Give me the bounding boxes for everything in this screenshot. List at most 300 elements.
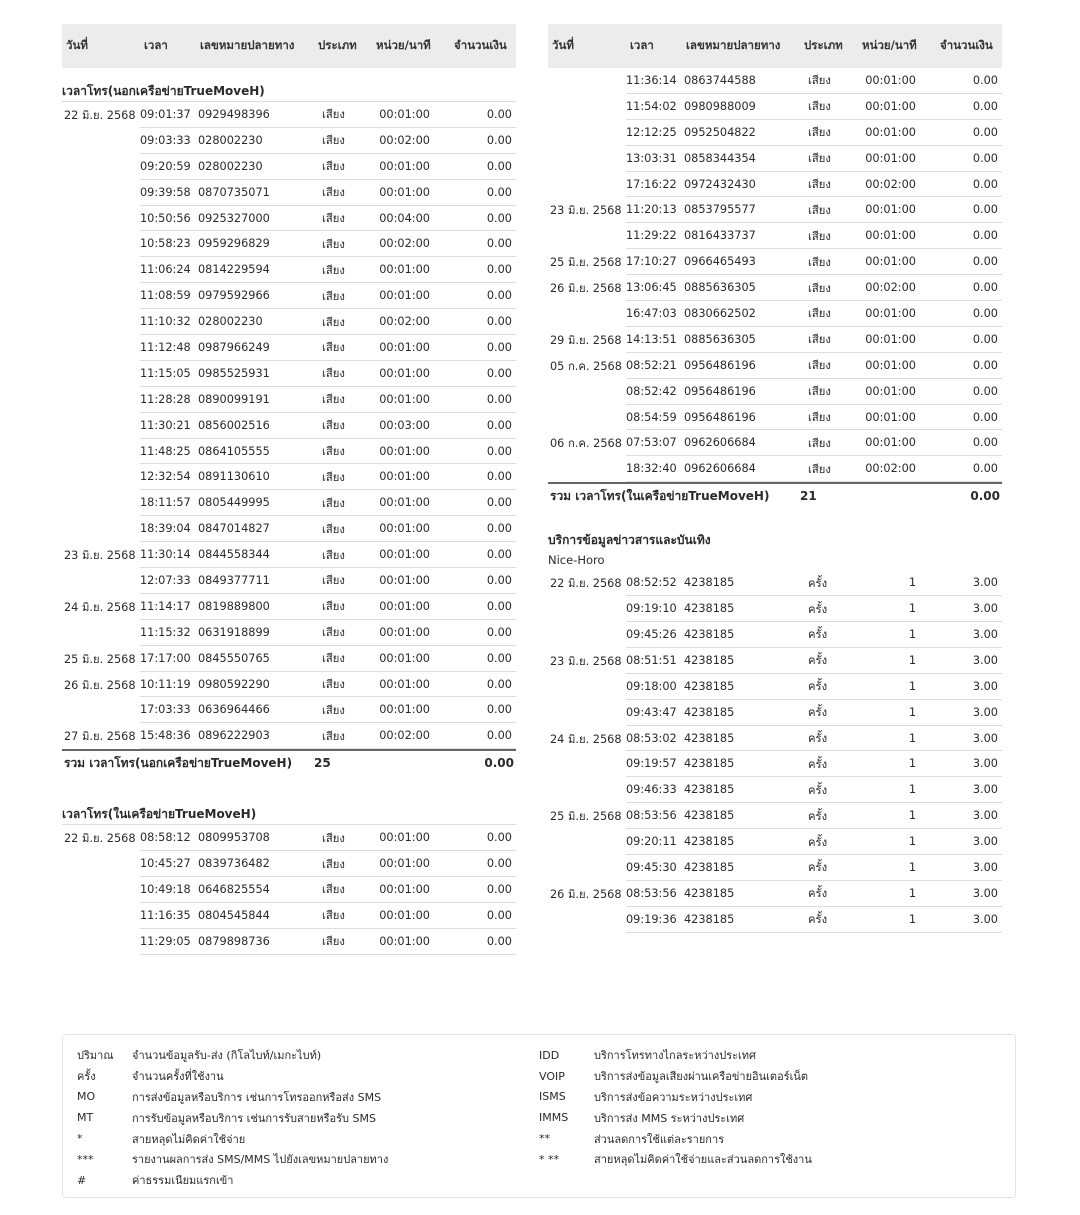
legend-desc: สายหลุดไม่คิดค่าใช้จ่ายและส่วนลดการใช้งาน xyxy=(594,1153,812,1167)
table-row xyxy=(62,128,516,154)
cell-time: 11:20:13 xyxy=(626,203,677,217)
cell-number: 0896222903 xyxy=(198,729,270,743)
row-cells xyxy=(140,851,516,877)
table-row xyxy=(62,154,516,180)
cell-amount: 0.00 xyxy=(486,857,512,871)
cell-unit: 00:01:00 xyxy=(865,229,916,243)
table-row xyxy=(548,456,1002,482)
cell-amount: 3.00 xyxy=(972,679,998,693)
cell-type: ครั้ง xyxy=(808,680,828,694)
cell-amount: 3.00 xyxy=(972,860,998,874)
cell-amount: 3.00 xyxy=(972,886,998,900)
cell-number: 0847014827 xyxy=(198,522,270,536)
legend-desc: จำนวนครั้งที่ใช้งาน xyxy=(132,1070,224,1084)
table-row xyxy=(548,700,1002,726)
row-cells xyxy=(140,542,516,568)
cell-time: 10:58:23 xyxy=(140,237,191,251)
cell-number: 0980988009 xyxy=(684,99,756,113)
call-list-onnet xyxy=(62,825,516,954)
table-row xyxy=(548,855,1002,881)
cell-time: 11:15:05 xyxy=(140,366,191,380)
row-cells xyxy=(140,128,516,154)
table-row xyxy=(548,622,1002,648)
cell-unit: 1 xyxy=(908,835,916,849)
cell-type: เสียง xyxy=(322,186,345,200)
cell-time: 09:19:57 xyxy=(626,757,677,771)
cell-type: ครั้ง xyxy=(808,861,828,875)
row-cells xyxy=(140,697,516,723)
cell-unit: 00:01:00 xyxy=(379,107,430,121)
cell-amount: 0.00 xyxy=(486,548,512,562)
cell-unit: 00:01:00 xyxy=(865,410,916,424)
table-row xyxy=(62,697,516,723)
cell-time: 09:19:10 xyxy=(626,602,677,616)
cell-number: 028002230 xyxy=(198,133,263,147)
total-label: รวม เวลาโทร(ในเครือข่ายTrueMoveH) xyxy=(550,488,770,503)
cell-type: ครั้ง xyxy=(808,809,828,823)
cell-amount: 0.00 xyxy=(972,462,998,476)
table-row xyxy=(548,405,1002,431)
cell-amount: 0.00 xyxy=(486,625,512,639)
cell-time: 12:32:54 xyxy=(140,470,191,484)
legend-item xyxy=(539,1045,1001,1066)
cell-unit: 00:01:00 xyxy=(379,573,430,587)
cell-amount: 0.00 xyxy=(486,211,512,225)
row-cells xyxy=(140,490,516,516)
table-row xyxy=(548,726,1002,752)
legend-key: IMMS xyxy=(539,1111,569,1125)
table-row xyxy=(62,309,516,335)
row-cells xyxy=(140,903,516,929)
cell-amount: 0.00 xyxy=(972,229,998,243)
cell-amount: 0.00 xyxy=(486,444,512,458)
cell-time: 14:13:51 xyxy=(626,332,677,346)
row-cells xyxy=(140,180,516,206)
table-row xyxy=(62,387,516,413)
table-row xyxy=(548,327,1002,353)
cell-number: 0830662502 xyxy=(684,306,756,320)
cell-type: ครั้ง xyxy=(808,913,828,927)
cell-time: 08:52:42 xyxy=(626,384,677,398)
row-cells xyxy=(140,439,516,465)
legend-key: # xyxy=(77,1173,87,1187)
header-number: เลขหมายปลายทาง xyxy=(686,38,781,52)
table-row xyxy=(62,102,516,128)
row-cells xyxy=(140,568,516,594)
cell-type: เสียง xyxy=(322,574,345,588)
cell-amount: 0.00 xyxy=(972,203,998,217)
legend-desc: ค่าธรรมเนียมแรกเข้า xyxy=(132,1174,234,1188)
cell-unit: 00:01:00 xyxy=(379,599,430,613)
row-cells xyxy=(626,700,1002,726)
table-row xyxy=(62,568,516,594)
cell-time: 10:50:56 xyxy=(140,211,191,225)
header-amount: จำนวนเงิน xyxy=(940,38,993,52)
table-row xyxy=(62,335,516,361)
cell-number: 0985525931 xyxy=(198,366,270,380)
header-time: เวลา xyxy=(630,38,654,52)
cell-time: 17:10:27 xyxy=(626,255,677,269)
cell-amount: 0.00 xyxy=(486,133,512,147)
table-row xyxy=(548,68,1002,94)
table-row xyxy=(548,275,1002,301)
legend-key: VOIP xyxy=(539,1069,565,1083)
cell-time: 10:11:19 xyxy=(140,677,191,691)
table-row xyxy=(548,146,1002,172)
cell-type: เสียง xyxy=(322,212,345,225)
cell-unit: 1 xyxy=(908,627,916,641)
table-row xyxy=(548,777,1002,803)
cell-time: 08:53:56 xyxy=(626,886,677,900)
section-title: เวลาโทร(ในเครือข่ายTrueMoveH) xyxy=(62,805,516,825)
cell-number: 0819889800 xyxy=(198,599,270,613)
row-cells xyxy=(626,777,1002,803)
legend-right xyxy=(539,1045,1001,1187)
section-title: เวลาโทร(นอกเครือข่ายTrueMoveH) xyxy=(62,82,516,102)
legend-item xyxy=(539,1087,1001,1108)
cell-number: 4238185 xyxy=(684,912,735,926)
row-cells xyxy=(626,430,1002,456)
cell-number: 0980592290 xyxy=(198,677,270,691)
table-row xyxy=(62,851,516,877)
cell-amount: 0.00 xyxy=(486,522,512,536)
cell-number: 0814229594 xyxy=(198,263,270,277)
cell-time: 09:18:00 xyxy=(626,679,677,693)
cell-unit: 00:01:00 xyxy=(865,332,916,346)
row-cells xyxy=(626,405,1002,431)
cell-unit: 00:01:00 xyxy=(379,289,430,303)
cell-unit: 00:01:00 xyxy=(379,185,430,199)
cell-date: 25 มิ.ย. 2568 xyxy=(64,652,136,666)
cell-type: เสียง xyxy=(322,857,345,871)
row-cells xyxy=(140,620,516,646)
cell-type: เสียง xyxy=(808,333,831,347)
legend-item xyxy=(77,1066,539,1087)
cell-number: 4238185 xyxy=(684,835,735,849)
table-row xyxy=(548,907,1002,933)
cell-amount: 0.00 xyxy=(486,703,512,717)
cell-unit: 00:01:00 xyxy=(379,159,430,173)
cell-type: เสียง xyxy=(322,522,345,536)
total-amount: 0.00 xyxy=(484,756,514,771)
cell-type: เสียง xyxy=(808,436,831,450)
cell-number: 0870735071 xyxy=(198,185,270,199)
cell-type: เสียง xyxy=(322,600,345,614)
row-cells xyxy=(626,94,1002,120)
cell-type: เสียง xyxy=(322,496,345,510)
cell-amount: 3.00 xyxy=(972,627,998,641)
table-row xyxy=(62,646,516,672)
row-cells xyxy=(626,803,1002,829)
row-cells xyxy=(140,231,516,257)
row-cells xyxy=(140,206,516,232)
cell-unit: 00:01:00 xyxy=(379,522,430,536)
cell-unit: 00:01:00 xyxy=(379,882,430,896)
cell-time: 09:03:33 xyxy=(140,133,191,147)
cell-type: เสียง xyxy=(322,237,345,251)
row-cells xyxy=(626,353,1002,379)
table-row xyxy=(548,751,1002,777)
legend-box xyxy=(62,1034,1016,1198)
cell-type: ครั้ง xyxy=(808,654,828,668)
cell-unit: 1 xyxy=(908,757,916,771)
row-cells xyxy=(626,751,1002,777)
cell-time: 11:29:05 xyxy=(140,934,191,948)
cell-time: 11:08:59 xyxy=(140,289,191,303)
cell-number: 0972432430 xyxy=(684,177,756,191)
row-cells xyxy=(626,146,1002,172)
cell-unit: 00:01:00 xyxy=(865,384,916,398)
cell-time: 18:32:40 xyxy=(626,462,677,476)
left-statement-column xyxy=(62,24,516,955)
cell-amount: 0.00 xyxy=(486,651,512,665)
legend-key: ครั้ง xyxy=(77,1070,96,1084)
cell-number: 0863744588 xyxy=(684,73,756,87)
cell-type: ครั้ง xyxy=(808,706,828,720)
table-row xyxy=(62,825,516,851)
cell-type: ครั้ง xyxy=(808,602,828,616)
row-cells xyxy=(626,596,1002,622)
table-row xyxy=(548,301,1002,327)
cell-date: 22 มิ.ย. 2568 xyxy=(64,832,136,846)
cell-number: 028002230 xyxy=(198,315,263,329)
cell-type: ครั้ง xyxy=(808,887,828,901)
cell-type: เสียง xyxy=(322,134,345,148)
cell-number: 0646825554 xyxy=(198,882,270,896)
cell-number: 4238185 xyxy=(684,783,735,797)
cell-time: 12:12:25 xyxy=(626,125,677,139)
cell-number: 4238185 xyxy=(684,576,735,590)
table-row xyxy=(62,257,516,283)
cell-type: เสียง xyxy=(322,831,345,845)
cell-date: 25 มิ.ย. 2568 xyxy=(550,256,622,270)
legend-key: IDD xyxy=(539,1048,560,1062)
table-header xyxy=(548,24,1002,68)
cell-amount: 0.00 xyxy=(486,340,512,354)
cell-unit: 00:01:00 xyxy=(379,934,430,948)
cell-amount: 3.00 xyxy=(972,602,998,616)
cell-unit: 00:02:00 xyxy=(865,281,916,295)
call-list-offnet xyxy=(62,102,516,749)
cell-amount: 0.00 xyxy=(486,185,512,199)
cell-unit: 00:01:00 xyxy=(379,548,430,562)
row-cells xyxy=(140,309,516,335)
cell-type: เสียง xyxy=(322,341,345,355)
legend-item xyxy=(539,1149,1001,1170)
cell-date: 05 ก.ค. 2568 xyxy=(550,359,622,373)
table-row xyxy=(62,490,516,516)
cell-time: 08:53:02 xyxy=(626,731,677,745)
row-cells xyxy=(140,387,516,413)
cell-number: 0956486196 xyxy=(684,410,756,424)
legend-item xyxy=(77,1107,539,1128)
cell-type: เสียง xyxy=(322,367,345,381)
row-cells xyxy=(626,648,1002,674)
cell-unit: 00:01:00 xyxy=(379,908,430,922)
legend-desc: บริการส่งข้อความระหว่างประเทศ xyxy=(594,1090,753,1104)
service-name: Nice-Horo xyxy=(548,553,605,568)
cell-type: เสียง xyxy=(322,626,345,640)
cell-time: 11:10:32 xyxy=(140,315,191,329)
cell-date: 22 มิ.ย. 2568 xyxy=(64,108,136,122)
cell-time: 11:15:32 xyxy=(140,625,191,639)
cell-type: เสียง xyxy=(322,289,345,303)
cell-amount: 3.00 xyxy=(972,809,998,823)
table-row xyxy=(62,620,516,646)
cell-type: เสียง xyxy=(322,108,345,122)
cell-unit: 00:01:00 xyxy=(379,496,430,510)
cell-unit: 00:01:00 xyxy=(865,151,916,165)
cell-number: 028002230 xyxy=(198,159,263,173)
row-cells xyxy=(140,723,516,749)
cell-date: 26 มิ.ย. 2568 xyxy=(550,887,622,901)
cell-amount: 0.00 xyxy=(486,908,512,922)
cell-time: 18:11:57 xyxy=(140,496,191,510)
cell-unit: 00:01:00 xyxy=(379,677,430,691)
cell-unit: 00:01:00 xyxy=(865,125,916,139)
cell-time: 11:36:14 xyxy=(626,73,677,87)
row-cells xyxy=(626,275,1002,301)
cell-type: เสียง xyxy=(322,548,345,562)
table-row xyxy=(62,206,516,232)
cell-amount: 0.00 xyxy=(486,934,512,948)
table-row xyxy=(62,877,516,903)
cell-amount: 0.00 xyxy=(972,151,998,165)
cell-date: 25 มิ.ย. 2568 xyxy=(550,810,622,824)
cell-number: 0879898736 xyxy=(198,934,270,948)
table-row xyxy=(62,594,516,620)
cell-amount: 0.00 xyxy=(486,366,512,380)
cell-amount: 0.00 xyxy=(972,281,998,295)
cell-unit: 00:02:00 xyxy=(865,462,916,476)
legend-desc: บริการส่ง MMS ระหว่างประเทศ xyxy=(594,1111,745,1125)
cell-time: 08:53:56 xyxy=(626,809,677,823)
cell-number: 0864105555 xyxy=(198,444,270,458)
row-cells xyxy=(140,257,516,283)
table-row xyxy=(62,464,516,490)
cell-date: 26 มิ.ย. 2568 xyxy=(64,678,136,692)
cell-type: เสียง xyxy=(322,883,345,897)
cell-number: 0956486196 xyxy=(684,358,756,372)
cell-unit: 00:01:00 xyxy=(865,255,916,269)
table-row xyxy=(62,413,516,439)
cell-time: 09:20:59 xyxy=(140,159,191,173)
cell-unit: 00:01:00 xyxy=(379,340,430,354)
header-type: ประเภท xyxy=(804,38,843,52)
cell-unit: 1 xyxy=(908,653,916,667)
total-count: 21 xyxy=(800,489,817,504)
cell-unit: 1 xyxy=(908,705,916,719)
cell-amount: 3.00 xyxy=(972,783,998,797)
section-total xyxy=(548,482,1002,508)
cell-time: 17:16:22 xyxy=(626,177,677,191)
row-cells xyxy=(626,829,1002,855)
cell-amount: 0.00 xyxy=(486,237,512,251)
cell-date: 29 มิ.ย. 2568 xyxy=(550,333,622,347)
row-cells xyxy=(626,570,1002,596)
cell-number: 0966465493 xyxy=(684,255,756,269)
cell-number: 4238185 xyxy=(684,653,735,667)
table-header xyxy=(62,24,516,68)
cell-time: 09:45:26 xyxy=(626,627,677,641)
cell-unit: 1 xyxy=(908,602,916,616)
cell-time: 17:17:00 xyxy=(140,651,191,665)
cell-amount: 0.00 xyxy=(972,177,998,191)
legend-key: * ** xyxy=(539,1152,559,1166)
cell-unit: 00:01:00 xyxy=(379,857,430,871)
cell-amount: 3.00 xyxy=(972,731,998,745)
header-date: วันที่ xyxy=(552,38,574,52)
legend-item xyxy=(77,1128,539,1149)
cell-time: 09:19:36 xyxy=(626,912,677,926)
cell-type: เสียง xyxy=(808,411,831,425)
cell-type: เสียง xyxy=(322,160,345,174)
cell-unit: 00:02:00 xyxy=(379,729,430,743)
cell-number: 0845550765 xyxy=(198,651,270,665)
table-row xyxy=(548,803,1002,829)
cell-amount: 0.00 xyxy=(486,107,512,121)
cell-type: เสียง xyxy=(808,100,831,114)
legend-item xyxy=(77,1170,539,1191)
row-cells xyxy=(626,379,1002,405)
cell-amount: 0.00 xyxy=(972,384,998,398)
cell-unit: 1 xyxy=(908,576,916,590)
header-number: เลขหมายปลายทาง xyxy=(200,38,295,52)
cell-amount: 0.00 xyxy=(486,882,512,896)
cell-type: เสียง xyxy=(808,307,831,321)
legend-key: ปริมาณ xyxy=(77,1049,114,1063)
cell-time: 11:30:14 xyxy=(140,548,191,562)
cell-number: 4238185 xyxy=(684,705,735,719)
cell-date: 24 มิ.ย. 2568 xyxy=(64,600,136,614)
cell-type: เสียง xyxy=(322,652,345,666)
cell-unit: 00:01:00 xyxy=(379,651,430,665)
right-statement-column xyxy=(548,24,1002,933)
legend-desc: การส่งข้อมูลหรือบริการ เช่นการโทรออกหรือส่ง SMS xyxy=(132,1090,382,1104)
cell-amount: 0.00 xyxy=(486,729,512,743)
legend-desc: บริการส่งข้อมูลเสียงผ่านเครือข่ายอินเตอร์เน็ต xyxy=(594,1070,809,1084)
cell-amount: 0.00 xyxy=(972,125,998,139)
cell-amount: 0.00 xyxy=(486,159,512,173)
cell-date: 23 มิ.ย. 2568 xyxy=(550,204,622,218)
cell-unit: 00:01:00 xyxy=(379,470,430,484)
table-row xyxy=(62,516,516,542)
cell-type: เสียง xyxy=(322,935,345,949)
cell-number: 0804545844 xyxy=(198,908,270,922)
row-cells xyxy=(140,672,516,698)
cell-number: 0636964466 xyxy=(198,703,270,717)
cell-number: 0839736482 xyxy=(198,857,270,871)
cell-amount: 0.00 xyxy=(486,392,512,406)
table-row xyxy=(548,596,1002,622)
cell-date: 22 มิ.ย. 2568 xyxy=(550,577,622,591)
cell-amount: 0.00 xyxy=(972,99,998,113)
table-row xyxy=(548,197,1002,223)
table-row xyxy=(548,430,1002,456)
cell-type: เสียง xyxy=(808,281,831,295)
table-row xyxy=(548,223,1002,249)
cell-unit: 00:01:00 xyxy=(865,436,916,450)
cell-type: เสียง xyxy=(808,126,831,140)
cell-unit: 00:01:00 xyxy=(865,203,916,217)
table-row xyxy=(548,881,1002,907)
cell-number: 0853795577 xyxy=(684,203,756,217)
cell-amount: 0.00 xyxy=(972,332,998,346)
row-cells xyxy=(140,464,516,490)
cell-amount: 0.00 xyxy=(486,573,512,587)
table-row xyxy=(62,439,516,465)
table-row xyxy=(548,648,1002,674)
